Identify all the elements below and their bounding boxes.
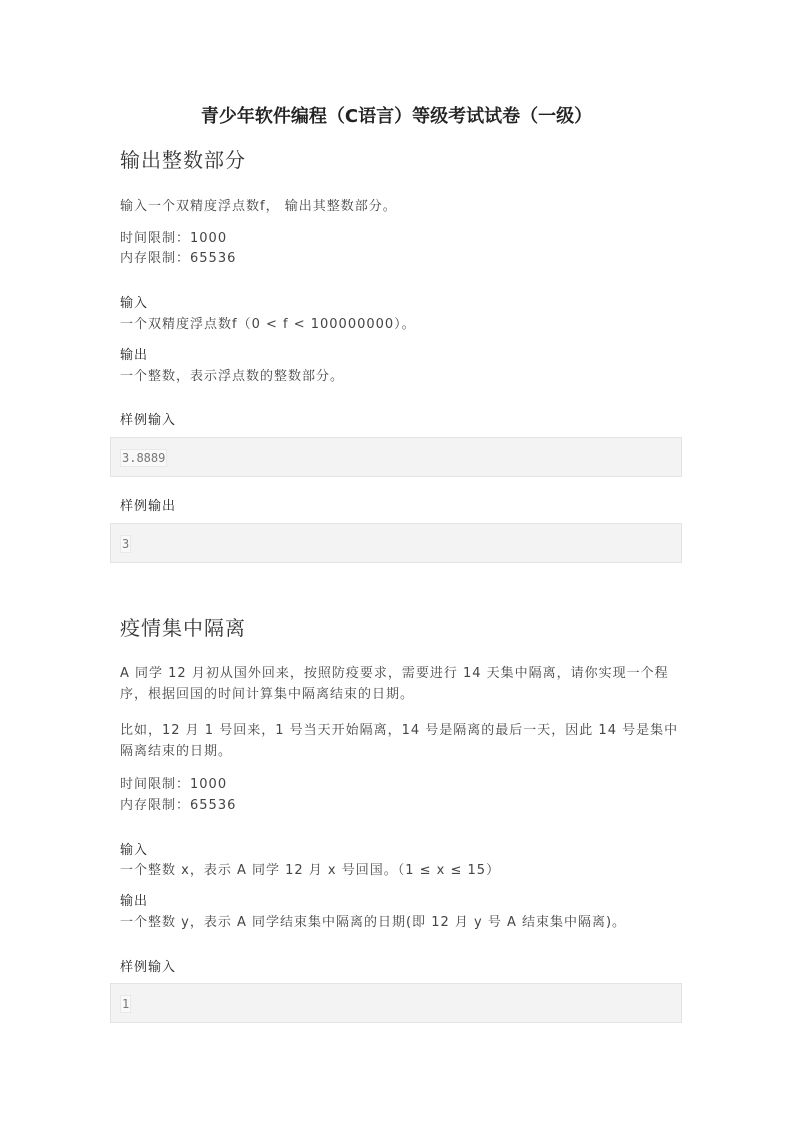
sample-input-box	[110, 437, 682, 477]
time-limit: 时间限制：1000	[120, 231, 228, 246]
input-description: 一个整数 x，表示 A 同学 12 月 x 号回国。（1 ≤ x ≤ 15）	[120, 863, 501, 878]
problem-description: 输入一个双精度浮点数f， 输出其整数部分。	[120, 199, 397, 214]
problem-heading: 疫情集中隔离	[120, 616, 246, 640]
sample-input-label: 样例输入	[120, 960, 177, 975]
input-label: 输入	[120, 843, 149, 858]
sample-input-code: 1	[122, 997, 130, 1011]
time-limit: 时间限制：1000	[120, 777, 228, 792]
problem-example-line: 隔离结束的日期。	[120, 744, 233, 759]
output-description: 一个整数 y，表示 A 同学结束集中隔离的日期(即 12 月 y 号 A 结束集中隔离)。	[120, 915, 627, 930]
problem-example-line: 比如，12 月 1 号回来，1 号当天开始隔离，14 号是隔离的最后一天，因此 14 号是集中	[120, 723, 679, 738]
problem-description-line: A 同学 12 月初从国外回来，按照防疫要求，需要进行 14 天集中隔离，请你实现一个程	[120, 666, 669, 681]
sample-input-code: 3.8889	[122, 451, 166, 465]
sample-input-label: 样例输入	[120, 413, 177, 428]
output-label: 输出	[120, 348, 149, 363]
output-description: 一个整数，表示浮点数的整数部分。	[120, 369, 345, 384]
memory-limit: 内存限制：65536	[120, 798, 237, 813]
input-label: 输入	[120, 296, 149, 311]
memory-limit: 内存限制：65536	[120, 251, 237, 266]
sample-input-box	[110, 983, 682, 1023]
problem-description-line: 序，根据回国的时间计算集中隔离结束的日期。	[120, 687, 415, 702]
sample-output-label: 样例输出	[120, 499, 177, 514]
input-description: 一个双精度浮点数f（0 < f < 100000000）。	[120, 317, 416, 332]
sample-output-code: 3	[122, 537, 130, 551]
page-title: 青少年软件编程（C语言）等级考试试卷（一级）	[200, 106, 593, 127]
sample-output-box	[110, 523, 682, 563]
problem-heading: 输出整数部分	[120, 148, 246, 172]
output-label: 输出	[120, 894, 149, 909]
